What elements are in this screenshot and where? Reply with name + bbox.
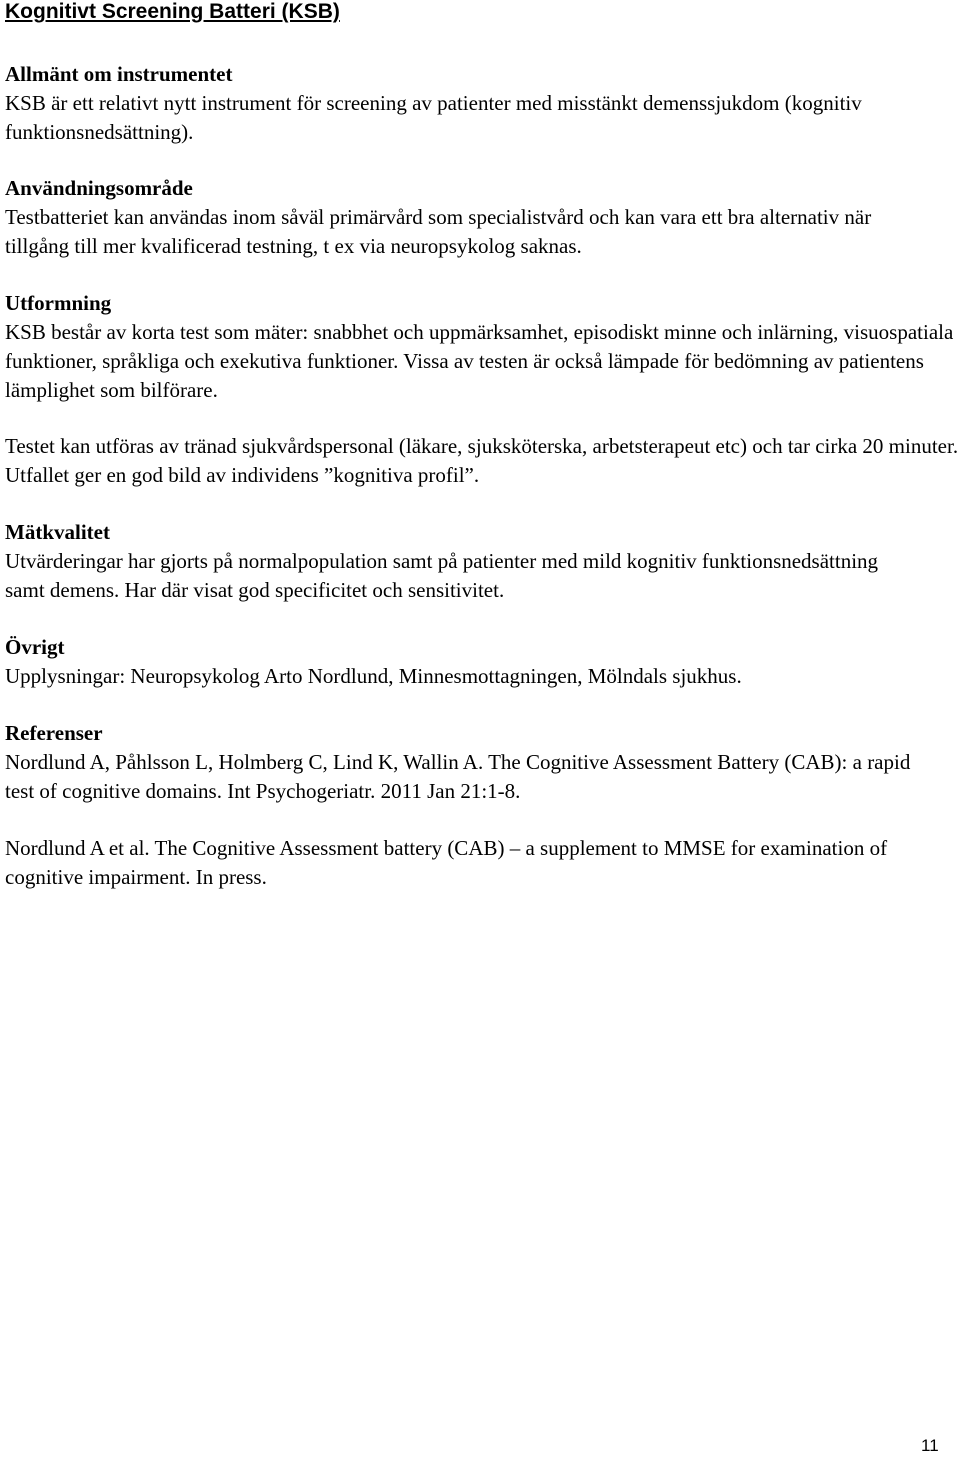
reference-item: Nordlund A et al. The Cognitive Assessment battery (CAB) – a supplement to MMSE for examination of cognitive impairment. In press. bbox=[5, 836, 888, 889]
section-heading: Referenser bbox=[5, 721, 103, 745]
section-referenser-continued bbox=[5, 834, 960, 892]
section-ovrigt bbox=[5, 633, 960, 691]
section-paragraph: KSB är ett relativt nytt instrument för screening av patienter med misstänkt demenssjukdom (kognitiv funktionsnedsättning). bbox=[5, 91, 862, 144]
section-heading: Utformning bbox=[5, 291, 112, 315]
section-heading: Mätkvalitet bbox=[5, 520, 110, 544]
section-utformning-continued bbox=[5, 432, 960, 490]
section-allmant bbox=[5, 60, 960, 147]
section-anvandningsomrade bbox=[5, 174, 960, 261]
section-heading: Användningsområde bbox=[5, 176, 193, 200]
section-paragraph: Utvärderingar har gjorts på normalpopulation samt på patienter med mild kognitiv funktionsnedsättning samt demens. Har där visat god specificitet och sensitivitet. bbox=[5, 549, 879, 602]
section-utformning bbox=[5, 289, 960, 405]
page-number: 11 bbox=[921, 1436, 939, 1455]
document-title: Kognitivt Screening Batteri (KSB) bbox=[5, 0, 340, 23]
section-heading: Allmänt om instrumentet bbox=[5, 62, 233, 86]
section-paragraph: Testet kan utföras av tränad sjukvårdspersonal (läkare, sjuksköterska, arbetsterapeut etc) och tar cirka 20 minuter. Utfallet ger en god bild av individens ”kognitiva profil”. bbox=[5, 434, 959, 487]
section-referenser bbox=[5, 719, 960, 806]
section-matkvalitet bbox=[5, 518, 960, 605]
section-paragraph: Testbatteriet kan användas inom såväl primärvård som specialistvård och kan vara ett bra alternativ när tillgång till mer kvalificerad testning, t ex via neuropsykolog saknas. bbox=[5, 205, 872, 258]
section-paragraph: KSB består av korta test som mäter: snabbhet och uppmärksamhet, episodiskt minne och inlärning, visuospatiala funktioner, språkliga och exekutiva funktioner. Vissa av testen är också lämpade för bedömning av patientens lämplighet som bilförare. bbox=[5, 320, 954, 402]
reference-item: Nordlund A, Påhlsson L, Holmberg C, Lind K, Wallin A. The Cognitive Assessment Battery (CAB): a rapid test of cognitive domains. Int Psychogeriatr. 2011 Jan 21:1-8. bbox=[5, 750, 911, 803]
section-heading: Övrigt bbox=[5, 635, 65, 659]
section-paragraph: Upplysningar: Neuropsykolog Arto Nordlund, Minnesmottagningen, Mölndals sjukhus. bbox=[5, 664, 742, 688]
